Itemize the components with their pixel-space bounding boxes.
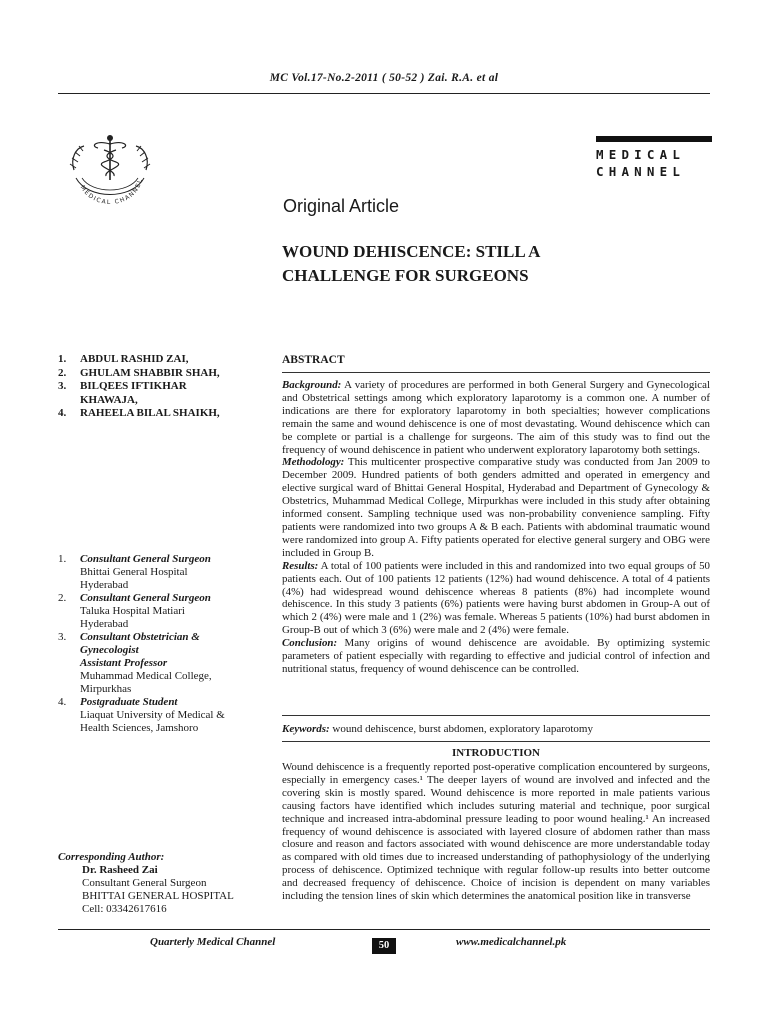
author-name: GHULAM SHABBIR SHAH, (80, 366, 220, 379)
abstract-heading: ABSTRACT (282, 354, 345, 366)
affiliation-role: Postgraduate Student (80, 696, 178, 708)
affiliation-item: 3. Consultant Obstetrician & Gynecologist Assistant Professor Muhammad Medical College, Mirpurkhas (58, 631, 268, 696)
affiliation-role: Consultant Obstetrician & Gynecologist (80, 631, 200, 656)
journal-masthead (596, 136, 712, 180)
footer-rule (58, 929, 710, 930)
abstract-body (282, 379, 710, 676)
author-name: RAHEELA BILAL SHAIKH, (80, 407, 220, 419)
journal-logo (60, 128, 160, 208)
page-number: 50 (372, 938, 396, 954)
svg-text:MEDICAL CHANNEL (79, 177, 144, 206)
author-list (58, 353, 268, 421)
affiliation-item: 4. Postgraduate Student Liaquat University of Medical & Health Sciences, Jamshoro (58, 696, 225, 734)
abstract-bottom-rule (282, 715, 710, 716)
article-type: Original Article (283, 196, 400, 216)
masthead-rule (596, 136, 712, 142)
running-head: MC Vol.17-No.2-2011 ( 50-52 ) Zai. R.A. et al (269, 72, 499, 84)
corresponding-name: Dr. Rasheed Zai (82, 864, 158, 876)
title-line2: CHALLENGE FOR SURGEONS (282, 266, 529, 285)
abstract-methodology: Methodology: This multicenter prospective comparative study was conducted from Jan 2009 to December 2009. Hundred patients of both genders admitted and operated in emergency and elective surgical ward of Bhittai General Hospital, Hyderabad and Department of Gynecology & Obstetrics, Muhammad Medical College, Mirpurkhas were included in this study after obtaining informed consent. Sampling technique used was non-probability convenience sampling. Fifty patients were randomized into two groups A & B each. Patients with abdominal traumatic wound were randomized into group A. Fifty patients operated for elective general surgery and OBG were included in Group B. (282, 456, 710, 559)
author-item: 4. RAHEELA BILAL SHAIKH, (58, 407, 220, 419)
footer-journal: Quarterly Medical Channel (150, 936, 276, 948)
abstract-conclusion: Conclusion: Many origins of wound dehiscence are avoidable. By optimizing systemic parameters of patient especially with regarding to effective and judicial control of infection and nutritional status, frequency of wound dehiscence can be controlled. (282, 637, 710, 675)
title-line1: WOUND DEHISCENCE: STILL A (282, 242, 541, 261)
author-name: BILQEES IFTIKHAR KHAWAJA, (80, 380, 187, 406)
author-item: 3. BILQEES IFTIKHAR KHAWAJA, (58, 380, 268, 407)
keywords: Keywords: wound dehiscence, burst abdomen, exploratory laparotomy (282, 723, 593, 735)
abstract-background: Background: A variety of procedures are performed in both General Surgery and Gynecological and Obstetrical settings among which exploratory laparotomy is a common one. A number of indications are there for exploratory laparotomy in both specialties; however complications remain the same and wound dehiscence is one of most devastating. Wound dehiscence which can be complete or partial is a challenge for surgeons. The aim of this study was to find out the frequency of wound dehiscence in patient who underwent exploratory laparotomy both settings. (282, 379, 710, 456)
author-item: 1. ABDUL RASHID ZAI, (58, 353, 189, 365)
article-title (282, 240, 702, 288)
affiliation-item: 1. Consultant General Surgeon Bhittai General Hospital Hyderabad (58, 553, 211, 591)
introduction-heading: INTRODUCTION (451, 747, 540, 759)
author-name: ABDUL RASHID ZAI, (80, 353, 189, 365)
corresponding-heading: Corresponding Author: (58, 851, 165, 863)
affiliation-role: Consultant General Surgeon (80, 592, 211, 604)
logo-text: MEDICAL CHANNEL (78, 177, 144, 207)
corresponding-author: Corresponding Author: Dr. Rasheed Zai Consultant General Surgeon BHITTAI GENERAL HOSPITAL Cell: 03342617616 (58, 851, 268, 916)
author-item: 2. GHULAM SHABBIR SHAH, (58, 366, 220, 379)
abstract-top-rule (282, 372, 710, 373)
caduceus-icon (60, 128, 160, 208)
footer-url: www.medicalchannel.pk (456, 936, 567, 948)
affiliation-role2: Assistant Professor (80, 657, 168, 669)
header-rule (58, 93, 710, 94)
keywords-rule (282, 741, 710, 742)
affiliation-list (58, 553, 268, 735)
masthead-line2: CHANNEL (596, 164, 686, 179)
affiliation-role: Consultant General Surgeon (80, 553, 211, 565)
introduction-body: Wound dehiscence is a frequently reported post-operative complication encountered by surgeons, especially in emergency cases.¹ The deeper layers of wound are involved and infected and the covering skin is mostly spared. Wound dehiscence is more reported in male patients various causing factors have identified which includes suturing material and technique, poor surgical technique and increased intra-abdominal pressure leading to poor wound healing.¹ An increased frequency of wound dehiscence is associated with layered closure of abdomen rather than mass closure and reason and factors associated with wound dehiscence are more understandable today as compared with old times due to increased understanding of pathophysiology of the underlying process of dehiscence. Optimized technique with regular follow-up results into better outcome and decreased frequency of dehiscence. Choice of incision is dependent on many variables including the tension lines of skin which determines the anatomical position like in transverse (282, 761, 710, 903)
abstract-results: Results: A total of 100 patients were included in this and randomized into two equal groups of 50 patients each. Out of 100 patients 12 patients (12%) had wound dehiscence. A total of 4 patients (4%) had widespread wound dehiscence whereas 8 patients (8%) had incomplete wound dehiscence. In this study 3 patients (6%) patients were having burst abdomen in Group-A out of which 2 (4%) were male and 1 (2%) was female. Whereas 5 patients (10%) had burst abdomen in Group-B out of which 3 (6%) were male and 2 (4%) were female. (282, 559, 710, 637)
affiliation-item: 2. Consultant General Surgeon Taluka Hospital Matiari Hyderabad (58, 592, 211, 630)
masthead-line1: MEDICAL (596, 147, 686, 162)
